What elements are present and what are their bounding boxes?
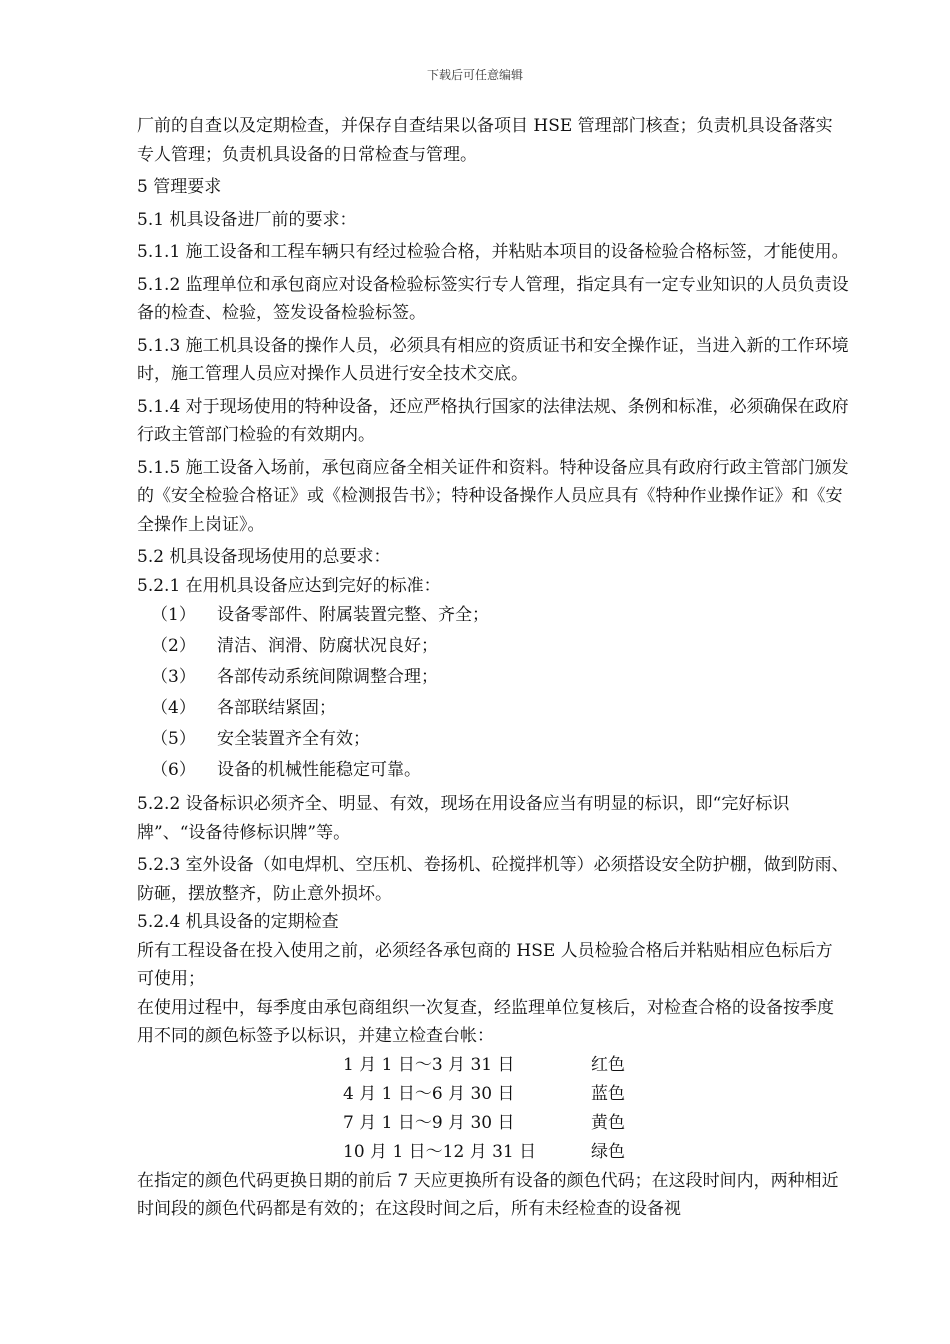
clause-5-2-1: 5.2.1 在用机具设备应达到完好的标准： xyxy=(137,575,441,596)
list-item-number: （2） xyxy=(151,636,196,656)
section-heading-5-2: 5.2 机具设备现场使用的总要求： xyxy=(137,547,391,567)
color-code-row xyxy=(137,1138,849,1167)
list-item-text: 安全装置齐全有效； xyxy=(217,729,370,749)
clause-5-2-3: 5.2.3 室外设备（如电焊机、空压机、卷扬机、砼搅拌机等）必须搭设安全防护棚，做到防雨、防砸，摆放整齐，防止意外损坏。 xyxy=(137,855,849,904)
section-heading-5: 5 管理要求 xyxy=(137,177,222,197)
paragraph-all-equipment: 所有工程设备在投入使用之前，必须经各承包商的 HSE 人员检验合格后并粘贴相应色标后方可使用； xyxy=(137,940,833,989)
color-label: 蓝色 xyxy=(591,1083,625,1104)
list-item xyxy=(137,662,849,693)
clause-5-1-2: 5.1.2 监理单位和承包商应对设备检验标签实行专人管理，指定具有一定专业知识的人员负责设备的检查、检验，签发设备检验标签。 xyxy=(137,274,849,323)
document-body xyxy=(137,112,849,1224)
color-code-row xyxy=(137,1109,849,1138)
clause-5-2-2: 5.2.2 设备标识必须齐全、明显、有效，现场在用设备应当有明显的标识，即“完好标识牌”、“设备待修标识牌”等。 xyxy=(137,794,790,843)
list-item xyxy=(137,600,849,631)
color-code-table xyxy=(137,1051,849,1167)
requirement-list xyxy=(137,600,849,786)
date-range: 4 月 1 日～6 月 30 日 xyxy=(343,1083,515,1104)
list-item xyxy=(137,755,849,786)
list-item-text: 各部联结紧固； xyxy=(217,698,336,718)
paragraph-intro: 厂前的自查以及定期检查，并保存自查结果以备项目 HSE 管理部门核查；负责机具设备落实专人管理；负责机具设备的日常检查与管理。 xyxy=(137,116,833,165)
clause-5-1-4: 5.1.4 对于现场使用的特种设备，还应严格执行国家的法律法规、条例和标准，必须确保在政府行政主管部门检验的有效期内。 xyxy=(137,396,849,445)
paragraph-in-use: 在使用过程中，每季度由承包商组织一次复查，经监理单位复核后，对检查合格的设备按季度用不同的颜色标签予以标识，并建立检查台帐： xyxy=(137,997,834,1046)
list-item-number: （1） xyxy=(151,605,196,625)
color-code-row xyxy=(137,1080,849,1109)
list-item xyxy=(137,693,849,724)
color-label: 黄色 xyxy=(591,1112,625,1133)
date-range: 10 月 1 日～12 月 31 日 xyxy=(343,1141,537,1162)
date-range: 1 月 1 日～3 月 31 日 xyxy=(343,1054,515,1075)
color-label: 绿色 xyxy=(591,1141,625,1162)
clause-5-2-4: 5.2.4 机具设备的定期检查 xyxy=(137,912,339,932)
list-item xyxy=(137,724,849,755)
list-item-text: 设备的机械性能稳定可靠。 xyxy=(217,760,421,780)
list-item-text: 清洁、润滑、防腐状况良好； xyxy=(217,636,438,656)
clause-5-1-3: 5.1.3 施工机具设备的操作人员，必须具有相应的资质证书和安全操作证，当进入新的工作环境时，施工管理人员应对操作人员进行安全技术交底。 xyxy=(137,335,849,384)
section-heading-5-1: 5.1 机具设备进厂前的要求： xyxy=(137,209,357,230)
list-item-number: （5） xyxy=(151,729,196,749)
list-item xyxy=(137,631,849,662)
date-range: 7 月 1 日～9 月 30 日 xyxy=(343,1112,515,1133)
list-item-number: （4） xyxy=(151,698,196,718)
page-header: 下载后可任意编辑 xyxy=(426,68,523,82)
color-code-row xyxy=(137,1051,849,1080)
paragraph-color-change: 在指定的颜色代码更换日期的前后 7 天应更换所有设备的颜色代码；在这段时间内，两种相近时间段的颜色代码都是有效的；在这段时间之后，所有未经检查的设备视 xyxy=(137,1170,839,1219)
list-item-number: （6） xyxy=(151,760,196,780)
list-item-text: 各部传动系统间隙调整合理； xyxy=(217,667,438,687)
color-label: 红色 xyxy=(591,1054,625,1075)
clause-5-1-1: 5.1.1 施工设备和工程车辆只有经过检验合格，并粘贴本项目的设备检验合格标签，才能使用。 xyxy=(137,242,849,262)
clause-5-1-5: 5.1.5 施工设备入场前，承包商应备全相关证件和资料。特种设备应具有政府行政主管部门颁发的《安全检验合格证》或《检测报告书》；特种设备操作人员应具有《特种作业操作证》和《安全操作上岗证》。 xyxy=(137,457,849,535)
list-item-text: 设备零部件、附属装置完整、齐全； xyxy=(217,605,489,625)
list-item-number: （3） xyxy=(151,667,196,687)
